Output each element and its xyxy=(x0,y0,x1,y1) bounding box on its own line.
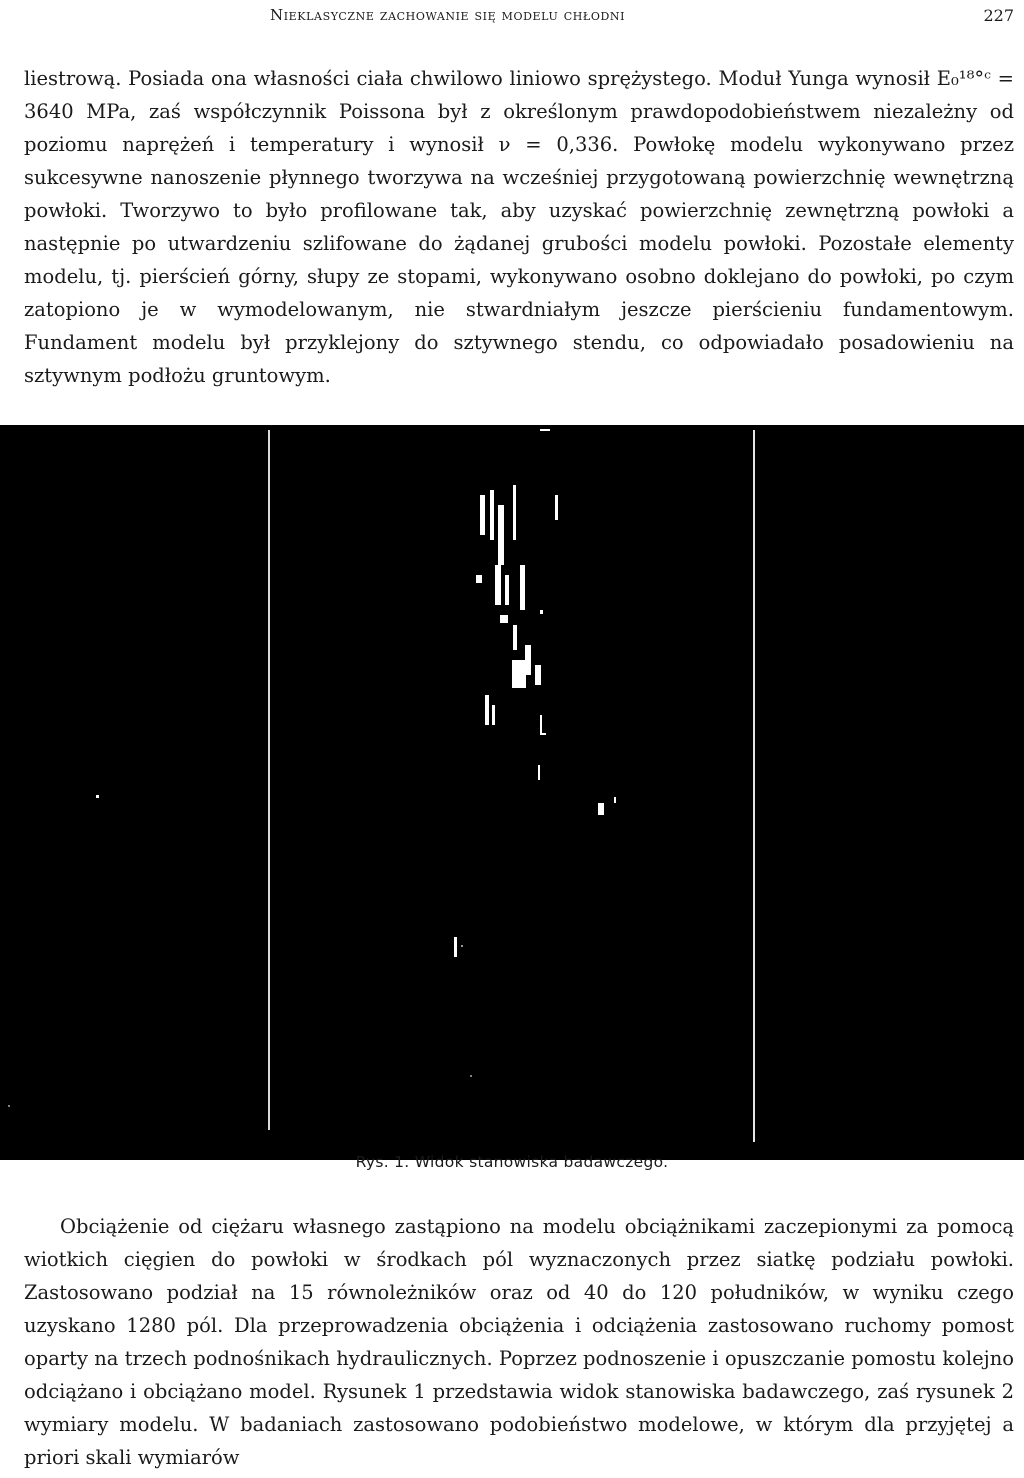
figure-photo xyxy=(0,425,1024,1160)
page-number: 227 xyxy=(983,6,1014,25)
paragraph-bottom: Obciążenie od ciężaru własnego zastąpiono na modelu obciążnikami zaczepionymi za pomocą wiotkich cięgien do powłoki w środkach pól wyznaczonych przez siatkę podziału powłoki. Zastosowano podział na 15 równoleżników oraz od 40 do 120 południków, w wyniku czego uzyskano 1280 pól. Dla przeprowadzenia obciążenia i odciążenia zastosowano ruchomy pomost oparty na trzech podnośnikach hydraulicznych. Poprzez podnoszenie i opuszczanie pomostu kolejno odciążano i obciążano model. Rysunek 1 przedstawia widok stanowiska badawczego, zaś rysunek 2 wymiary modelu. W badaniach zastosowano podobieństwo modelowe, w którym dla przyjętej a priori skali wymiarów xyxy=(24,1215,1014,1469)
running-head xyxy=(0,6,1024,36)
paragraph-top: liestrową. Posiada ona własności ciała chwilowo liniowo sprężystego. Moduł Yunga wynosił E₀¹⁸°ᶜ = 3640 MPa, zaś współczynnik Poissona był z określonym prawdopodobieństwem niezależny od poziomu naprężeń i temperatury i wynosił ν = 0,336. Powłokę modelu wykonywano przez sukcesywne nanoszenie płynnego tworzywa na wcześniej przygotowaną powierzchnię wewnętrzną powłoki. Tworzywo to było profilowane tak, aby uzyskać powierzchnię zewnętrzną powłoki a następnie po utwardzeniu szlifowane do żądanej grubości modelu powłoki. Pozostałe elementy modelu, tj. pierścień górny, słupy ze stopami, wykonywano osobno doklejano do powłoki, po czym zatopiono je w wymodelowanym, nie stwardniałym jeszcze pierścieniu fundamentowym. Fundament modelu był przyklejony do sztywnego stendu, co odpowiadało posadowieniu na sztywnym podłożu gruntowym. xyxy=(24,67,1014,387)
running-title: Nieklasyczne zachowanie się modelu chłodni xyxy=(270,6,626,24)
figure-caption: Rys. 1. Widok stanowiska badawczego. xyxy=(355,1153,669,1171)
